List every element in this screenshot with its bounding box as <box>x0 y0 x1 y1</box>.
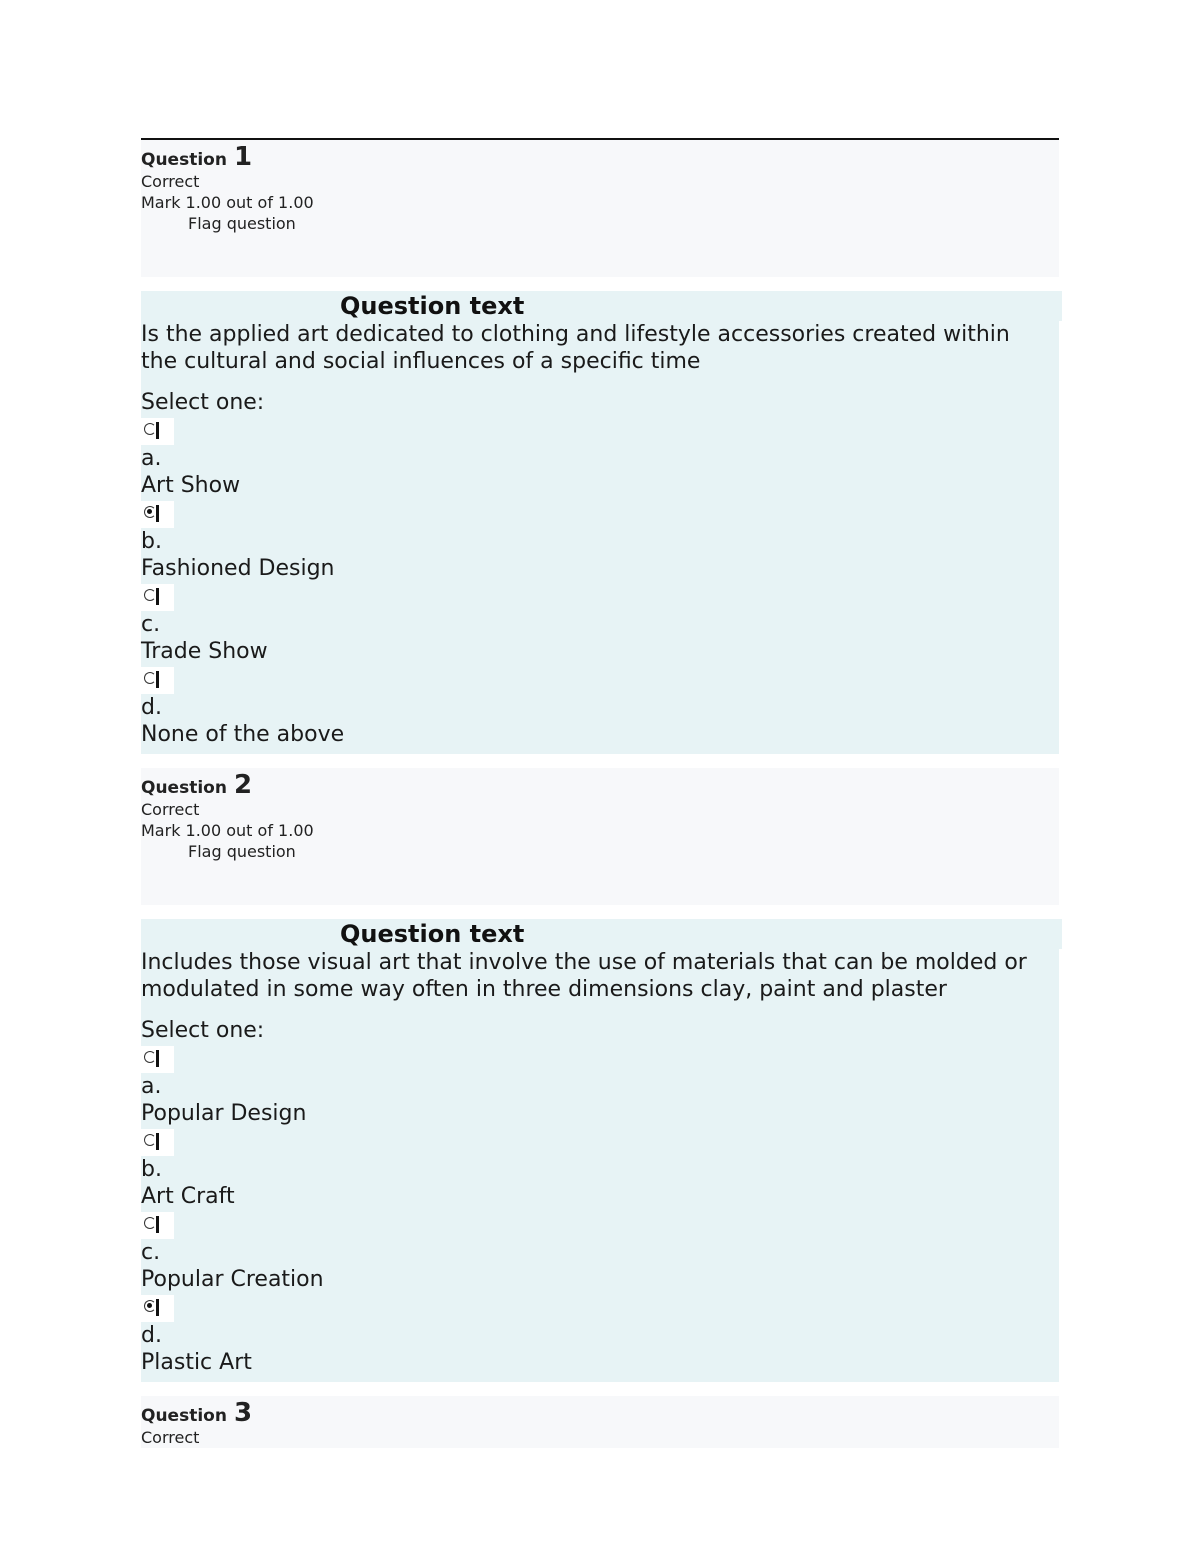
radio-icon <box>144 672 156 684</box>
radio-icon <box>144 1134 156 1146</box>
answer-text[interactable]: Fashioned Design <box>141 556 335 581</box>
radio-icon <box>144 589 156 601</box>
quiz-review-page <box>141 138 1059 1448</box>
flag-question-link[interactable]: Flag question <box>188 214 296 233</box>
question-label: Question <box>141 778 227 798</box>
answer-text[interactable]: Popular Design <box>141 1101 307 1126</box>
question-1-info <box>141 140 1059 277</box>
question-text: Is the applied art dedicated to clothing and lifestyle accessories created within the cultural and social influences of a specific time <box>141 322 1010 374</box>
answer-option <box>141 501 1059 582</box>
radio-button[interactable] <box>141 1212 174 1239</box>
question-number: 1 <box>233 142 253 172</box>
radio-checked-icon <box>144 1300 156 1312</box>
radio-icon <box>144 1051 156 1063</box>
radio-button[interactable] <box>141 501 174 528</box>
question-state: Correct <box>141 800 200 819</box>
answer-letter: c. <box>141 612 161 637</box>
radio-checked-icon <box>144 506 156 518</box>
radio-button[interactable] <box>141 418 174 445</box>
answer-text[interactable]: None of the above <box>141 722 345 747</box>
answer-text[interactable]: Plastic Art <box>141 1350 252 1375</box>
answer-letter: d. <box>141 695 162 720</box>
question-grade: Mark 1.00 out of 1.00 <box>141 193 314 212</box>
question-1-number-row <box>141 144 1059 171</box>
answer-letter: c. <box>141 1240 161 1265</box>
answer-letter: b. <box>141 1157 162 1182</box>
question-2-number-row <box>141 772 1059 799</box>
question-text-heading: Question text <box>340 292 525 320</box>
question-label: Question <box>141 150 227 170</box>
question-2-content <box>141 919 1059 1382</box>
question-3-info <box>141 1396 1059 1448</box>
answer-option <box>141 667 1059 748</box>
radio-button[interactable] <box>141 667 174 694</box>
answer-text[interactable]: Popular Creation <box>141 1267 324 1292</box>
question-3-number-row <box>141 1400 1059 1427</box>
question-state: Correct <box>141 1428 200 1447</box>
question-text: Includes those visual art that involve the use of materials that can be molded or modulated in some way often in three dimensions clay, paint and plaster <box>141 950 1027 1002</box>
question-grade: Mark 1.00 out of 1.00 <box>141 821 314 840</box>
answer-option <box>141 1129 1059 1210</box>
answer-letter: d. <box>141 1323 162 1348</box>
answer-option <box>141 584 1059 665</box>
answer-letter: a. <box>141 446 162 471</box>
flag-question-link[interactable]: Flag question <box>188 842 296 861</box>
answer-text[interactable]: Art Craft <box>141 1184 235 1209</box>
radio-button[interactable] <box>141 584 174 611</box>
answer-option <box>141 1295 1059 1376</box>
answer-text[interactable]: Art Show <box>141 473 241 498</box>
answer-text[interactable]: Trade Show <box>141 639 268 664</box>
question-number: 2 <box>233 770 253 800</box>
radio-icon <box>144 423 156 435</box>
select-one-prompt: Select one: <box>141 1018 265 1043</box>
question-number: 3 <box>233 1398 253 1428</box>
radio-button[interactable] <box>141 1129 174 1156</box>
question-text-heading: Question text <box>340 920 525 948</box>
radio-button[interactable] <box>141 1295 174 1322</box>
answer-option <box>141 1212 1059 1293</box>
question-label: Question <box>141 1406 227 1426</box>
answer-letter: b. <box>141 529 162 554</box>
question-state: Correct <box>141 172 200 191</box>
select-one-prompt: Select one: <box>141 390 265 415</box>
radio-icon <box>144 1217 156 1229</box>
radio-button[interactable] <box>141 1046 174 1073</box>
question-1-content <box>141 291 1059 754</box>
answer-option <box>141 1046 1059 1127</box>
answer-letter: a. <box>141 1074 162 1099</box>
question-2-info <box>141 768 1059 905</box>
answer-option <box>141 418 1059 499</box>
